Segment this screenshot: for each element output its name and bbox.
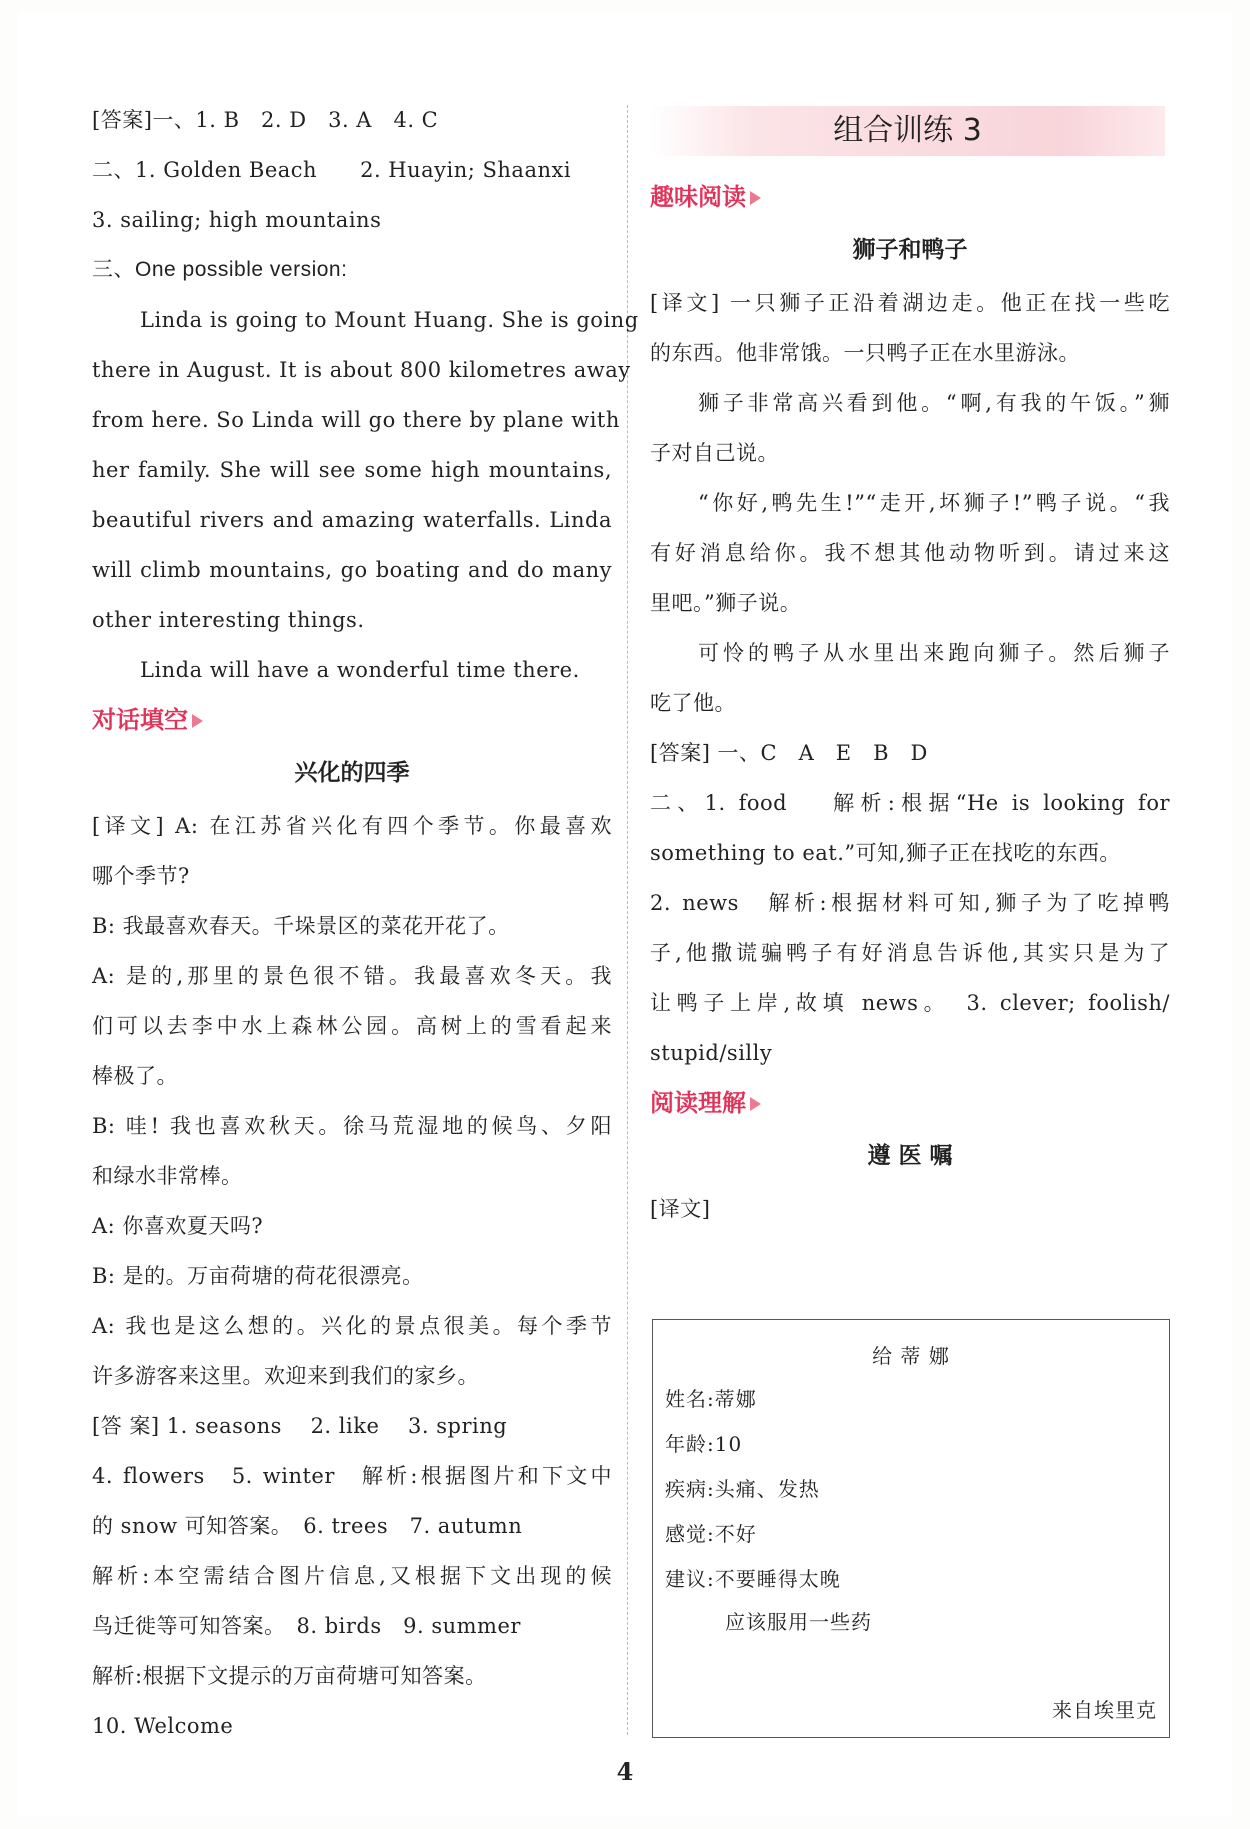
- text-line: 们可以去李中水上森林公园。高树上的雪看起来: [92, 1014, 612, 1038]
- answer-line: [答案] 一、C A E B D: [650, 741, 928, 765]
- answer-line: 10. Welcome: [92, 1714, 234, 1738]
- essay-line: Linda will have a wonderful time there.: [140, 658, 580, 682]
- answer-line: 让鸭子上岸,故填 news。 3. clever; foolish/: [650, 991, 1170, 1015]
- text-line: 子对自己说。: [650, 441, 779, 465]
- page-number: 4: [616, 1757, 634, 1786]
- answer-line: something to eat.”可知,狮子正在找吃的东西。: [650, 841, 1121, 865]
- answer-line: 三、One possible version:: [92, 258, 348, 281]
- answer-line: 二、1. Golden Beach 2. Huayin; Shaanxi: [92, 158, 572, 182]
- column-divider: [627, 105, 628, 1735]
- essay-line: Linda is going to Mount Huang. She is going: [140, 308, 639, 332]
- text-line: B: 是的。万亩荷塘的荷花很漂亮。: [92, 1264, 424, 1288]
- arrow-icon: [750, 1097, 761, 1111]
- passage-title: 兴化的四季: [294, 760, 410, 786]
- text-line: 和绿水非常棒。: [92, 1164, 243, 1188]
- text-line: [译文] A: 在江苏省兴化有四个季节。你最喜欢: [92, 814, 612, 838]
- text-line: 里吧。”狮子说。: [650, 591, 802, 615]
- arrow-icon: [192, 714, 203, 728]
- answer-line: 解析:本空需结合图片信息,又根据下文出现的候: [92, 1564, 612, 1588]
- letter-box: [652, 1319, 1170, 1738]
- answer-line: [答案]一、1. B 2. D 3. A 4. C: [92, 108, 439, 132]
- answer-line: 4. flowers 5. winter 解析:根据图片和下文中: [92, 1464, 612, 1488]
- answer-line: 解析:根据下文提示的万亩荷塘可知答案。: [92, 1664, 487, 1688]
- passage-title: 狮子和鸭子: [852, 237, 968, 263]
- translation-label: [译文]: [650, 1197, 711, 1221]
- text-line: 哪个季节?: [92, 864, 190, 888]
- letter-advice: 建议:不要睡得太晚: [665, 1567, 841, 1591]
- answer-line: stupid/silly: [650, 1041, 773, 1065]
- text-line: A: 你喜欢夏天吗?: [92, 1214, 264, 1238]
- letter-name: 姓名:蒂娜: [665, 1387, 757, 1411]
- text-line: B: 哇! 我也喜欢秋天。徐马荒湿地的候鸟、夕阳: [92, 1114, 612, 1138]
- unit-banner: [650, 106, 1165, 156]
- letter-heading: 给 蒂 娜: [872, 1344, 950, 1368]
- answer-line: 二、1. food 解析:根据“He is looking for: [650, 791, 1170, 815]
- answer-line: [答 案] 1. seasons 2. like 3. spring: [92, 1414, 508, 1438]
- text-line: 狮子非常高兴看到他。“啊,有我的午饭。”狮: [698, 391, 1170, 415]
- text-line: 的东西。他非常饿。一只鸭子正在水里游泳。: [650, 341, 1080, 365]
- unit-title: 组合训练 3: [833, 113, 982, 148]
- section-label-fun-reading: 趣味阅读: [650, 172, 1170, 222]
- section-label-reading: 阅读理解: [650, 1078, 1170, 1128]
- answer-line: 3. sailing; high mountains: [92, 208, 382, 232]
- essay-line: there in August. It is about 800 kilometres away: [92, 358, 631, 382]
- text-line: “你好,鸭先生!”“走开,坏狮子!”鸭子说。“我: [698, 491, 1170, 515]
- text-line: 许多游客来这里。欢迎来到我们的家乡。: [92, 1364, 479, 1388]
- text-line: [译文] 一只狮子正沿着湖边走。他正在找一些吃: [650, 291, 1170, 315]
- letter-signature: 来自埃里克: [1052, 1698, 1157, 1722]
- arrow-icon: [750, 191, 761, 205]
- answer-line: 2. news 解析:根据材料可知,狮子为了吃掉鸭: [650, 891, 1170, 915]
- letter-age: 年龄:10: [665, 1432, 743, 1456]
- passage-title: 遵 医 嘱: [867, 1143, 953, 1169]
- text-line: 吃了他。: [650, 691, 736, 715]
- letter-medicine: 应该服用一些药: [725, 1610, 872, 1634]
- text-line: A: 我也是这么想的。兴化的景点很美。每个季节: [92, 1314, 612, 1338]
- essay-line: her family. She will see some high mountains,: [92, 458, 612, 482]
- text-line: A: 是的,那里的景色很不错。我最喜欢冬天。我: [92, 964, 612, 988]
- letter-illness: 疾病:头痛、发热: [665, 1477, 820, 1501]
- right-column: [650, 172, 1170, 1234]
- answer-line: 子,他撒谎骗鸭子有好消息告诉他,其实只是为了: [650, 941, 1170, 965]
- essay-line: beautiful rivers and amazing waterfalls. Linda: [92, 508, 612, 532]
- section-label-dialogue: 对话填空: [92, 695, 612, 745]
- text-line: B: 我最喜欢春天。千垛景区的菜花开花了。: [92, 914, 510, 938]
- answer-line: 的 snow 可知答案。 6. trees 7. autumn: [92, 1514, 523, 1538]
- text-line: 棒极了。: [92, 1064, 178, 1088]
- essay-line: will climb mountains, go boating and do many: [92, 558, 612, 582]
- text-line: 有好消息给你。我不想其他动物听到。请过来这: [650, 541, 1170, 565]
- answer-line: 鸟迁徙等可知答案。 8. birds 9. summer: [92, 1614, 521, 1638]
- text-line: 可怜的鸭子从水里出来跑向狮子。然后狮子: [698, 641, 1170, 665]
- essay-line: other interesting things.: [92, 608, 365, 632]
- letter-feeling: 感觉:不好: [665, 1522, 757, 1546]
- essay-line: from here. So Linda will go there by plane with: [92, 408, 620, 432]
- left-column: [92, 95, 639, 1751]
